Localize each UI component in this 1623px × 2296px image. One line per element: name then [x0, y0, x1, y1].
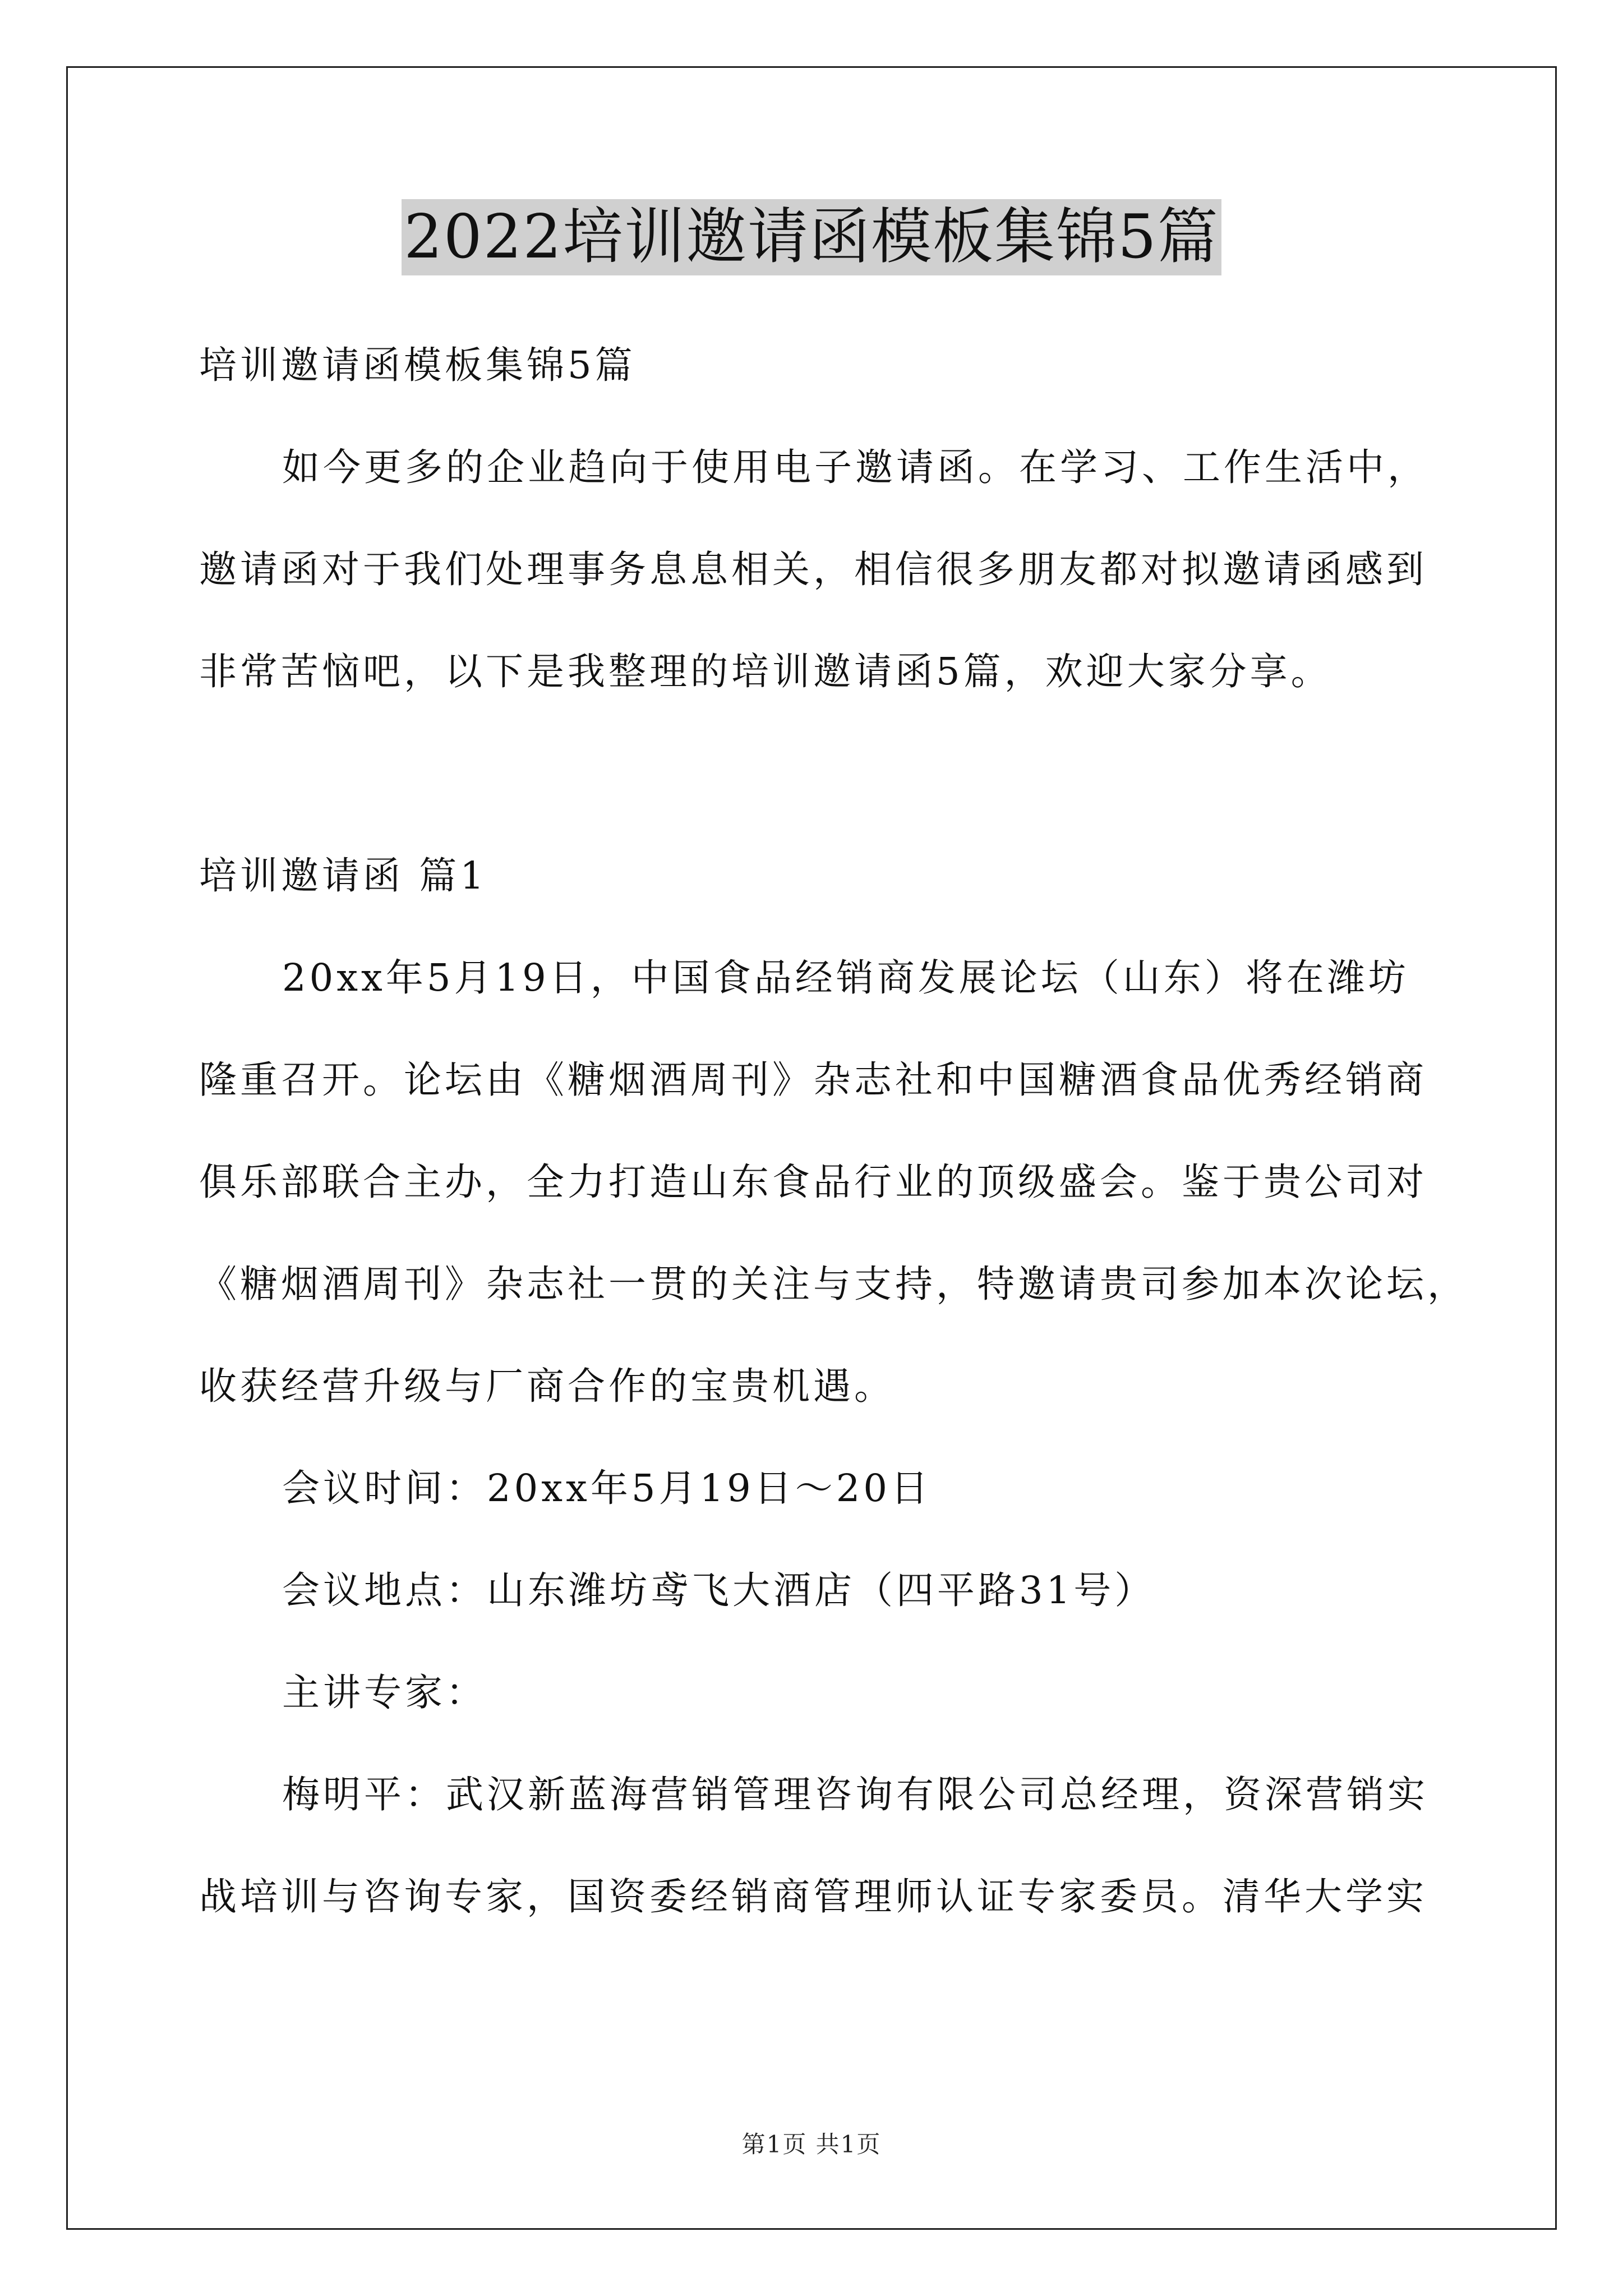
paragraph-line: 隆重召开。论坛由《糖烟酒周刊》杂志社和中国糖酒食品优秀经销商	[199, 1058, 1427, 1102]
intro-line: 非常苦恼吧，以下是我整理的培训邀请函5篇，欢迎大家分享。	[199, 650, 1332, 693]
paragraph-line: 20xx年5月19日，中国食品经销商发展论坛（山东）将在潍坊	[282, 956, 1409, 1000]
section-heading: 培训邀请函 篇1	[199, 854, 487, 898]
meeting-time: 会议时间：20xx年5月19日～20日	[282, 1466, 932, 1510]
page-footer: 第1页 共1页	[741, 2131, 882, 2158]
intro-line: 邀请函对于我们处理事务息息相关，相信很多朋友都对拟邀请函感到	[199, 547, 1427, 591]
subtitle: 培训邀请函模板集锦5篇	[199, 343, 636, 387]
paragraph-line: 《糖烟酒周刊》杂志社一贯的关注与支持，特邀请贵司参加本次论坛，	[199, 1262, 1468, 1306]
paragraph-line: 俱乐部联合主办，全力打造山东食品行业的顶级盛会。鉴于贵公司对	[199, 1160, 1427, 1204]
speakers-label: 主讲专家：	[282, 1671, 487, 1714]
speaker-line: 战培训与咨询专家，国资委经销商管理师认证专家委员。清华大学实	[199, 1875, 1427, 1918]
spacer	[199, 723, 1433, 825]
paragraph-line: 收获经营升级与厂商合作的宝贵机遇。	[199, 1364, 895, 1408]
speaker-line: 梅明平：武汉新蓝海营销管理咨询有限公司总经理，资深营销实	[282, 1773, 1428, 1816]
title-container	[0, 199, 1623, 275]
document-title: 2022培训邀请函模板集锦5篇	[402, 199, 1221, 275]
intro-line: 如今更多的企业趋向于使用电子邀请函。在学习、工作生活中，	[282, 445, 1428, 489]
meeting-place: 会议地点：山东潍坊鸢飞大酒店（四平路31号）	[282, 1568, 1156, 1612]
document-body	[199, 314, 1468, 1948]
